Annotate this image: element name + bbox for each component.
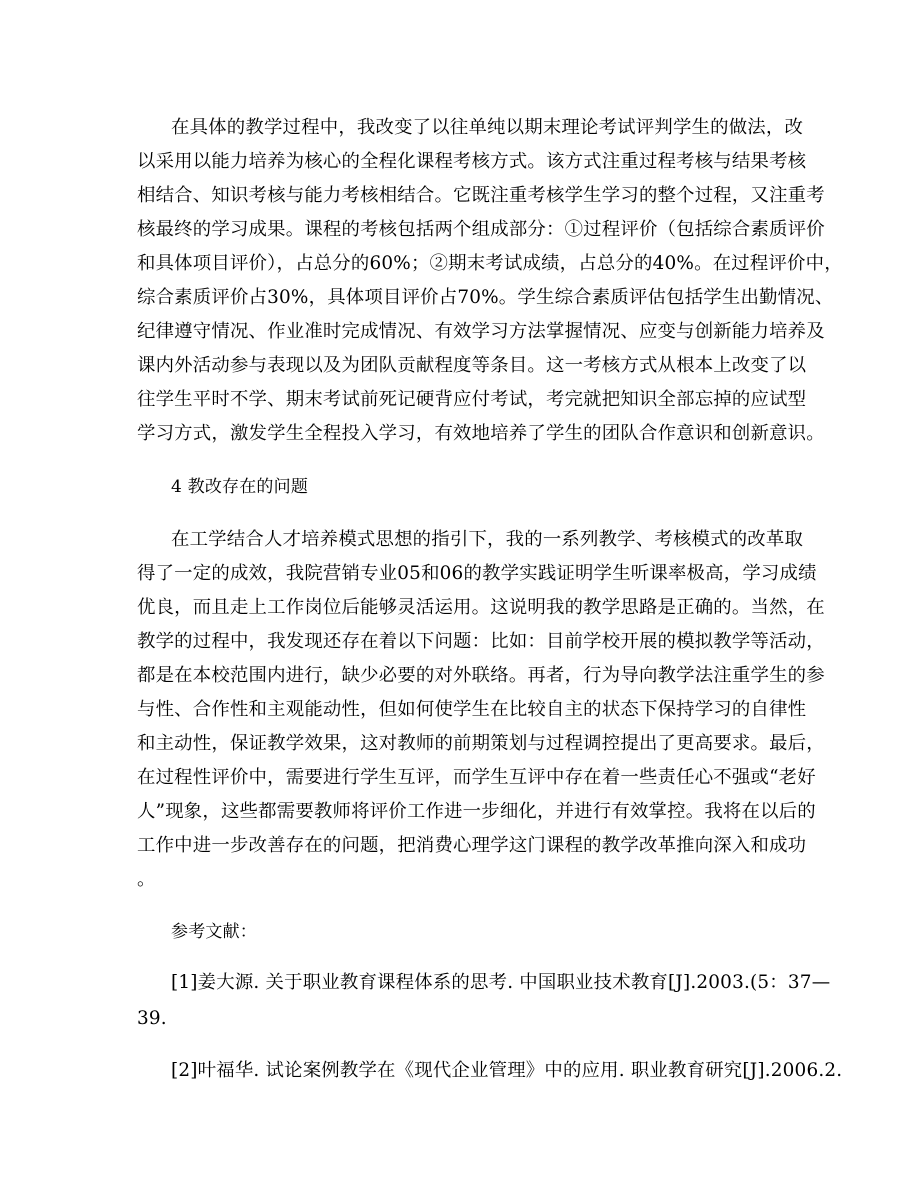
text-line: 在工学结合人才培养模式思想的指引下，我的一系列教学、考核模式的改革取: [171, 529, 804, 550]
text-line: 都是在本校范围内进行，缺少必要的对外联络。再者，行为导向教学法注重学生的参: [137, 665, 825, 686]
text-line: 人”现象，这些都需要教师将评价工作进一步细化，并进行有效掌控。我将在以后的: [137, 801, 816, 822]
text-line: 以采用以能力培养为核心的全程化课程考核方式。该方式注重过程考核与结果考核: [137, 151, 807, 172]
text-line: 与性、合作性和主观能动性，但如何使学生在比较自主的状态下保持学习的自律性: [137, 699, 807, 720]
text-line: 综合素质评价占30%，具体项目评价占70%。学生综合素质评估包括学生出勤情况、: [137, 287, 834, 308]
reference-line: [1]姜大源. 关于职业教育课程体系的思考. 中国职业技术教育[J].2003.(5：37—: [171, 972, 831, 993]
references-heading: 参考文献：: [171, 922, 257, 942]
text-line: 在具体的教学过程中，我改变了以往单纯以期末理论考试评判学生的做法，改: [171, 117, 804, 138]
text-line: 纪律遵守情况、作业准时完成情况、有效学习方法掌握情况、应变与创新能力培养及: [137, 321, 825, 342]
text-line: 在过程性评价中，需要进行学生互评，而学生互评中存在着一些责任心不强或“老好: [137, 767, 816, 788]
text-line: 相结合、知识考核与能力考核相结合。它既注重考核学生学习的整个过程，又注重考: [137, 185, 825, 206]
text-line: 课内外活动参与表现以及为团队贡献程度等条目。这一考核方式从根本上改变了以: [137, 355, 807, 376]
text-line: 工作中进一步改善存在的问题，把消费心理学这门课程的教学改革推向深入和成功: [137, 835, 807, 856]
text-line: 优良，而且走上工作岗位后能够灵活运用。这说明我的教学思路是正确的。当然，在: [137, 597, 825, 618]
text-line: 得了一定的成效，我院营销专业05和06的教学实践证明学生听课率极高，学习成绩: [137, 563, 817, 584]
text-line: 教学的过程中，我发现还存在着以下问题：比如：目前学校开展的模拟教学等活动，: [137, 631, 825, 652]
text-line: 学习方式，激发学生全程投入学习，有效地培养了学生的团队合作意识和创新意识。: [137, 423, 825, 444]
section-heading: 4 教改存在的问题: [171, 477, 309, 497]
reference-line: 39.: [137, 1008, 167, 1029]
text-line: 和主动性，保证教学效果，这对教师的前期策划与过程调控提出了更高要求。最后，: [137, 733, 825, 754]
reference-line: [2]叶福华. 试论案例教学在《现代企业管理》中的应用. 职业教育研究[J].2006.2.: [171, 1060, 843, 1081]
text-line: 往学生平时不学、期末考试前死记硬背应付考试，考完就把知识全部忘掉的应试型: [137, 389, 807, 410]
text-line: 核最终的学习成果。课程的考核包括两个组成部分：①过程评价（包括综合素质评价: [137, 219, 825, 240]
text-line: 。: [137, 869, 156, 890]
text-line: 和具体项目评价），占总分的60%；②期末考试成绩，占总分的40%。在过程评价中，: [137, 253, 843, 274]
